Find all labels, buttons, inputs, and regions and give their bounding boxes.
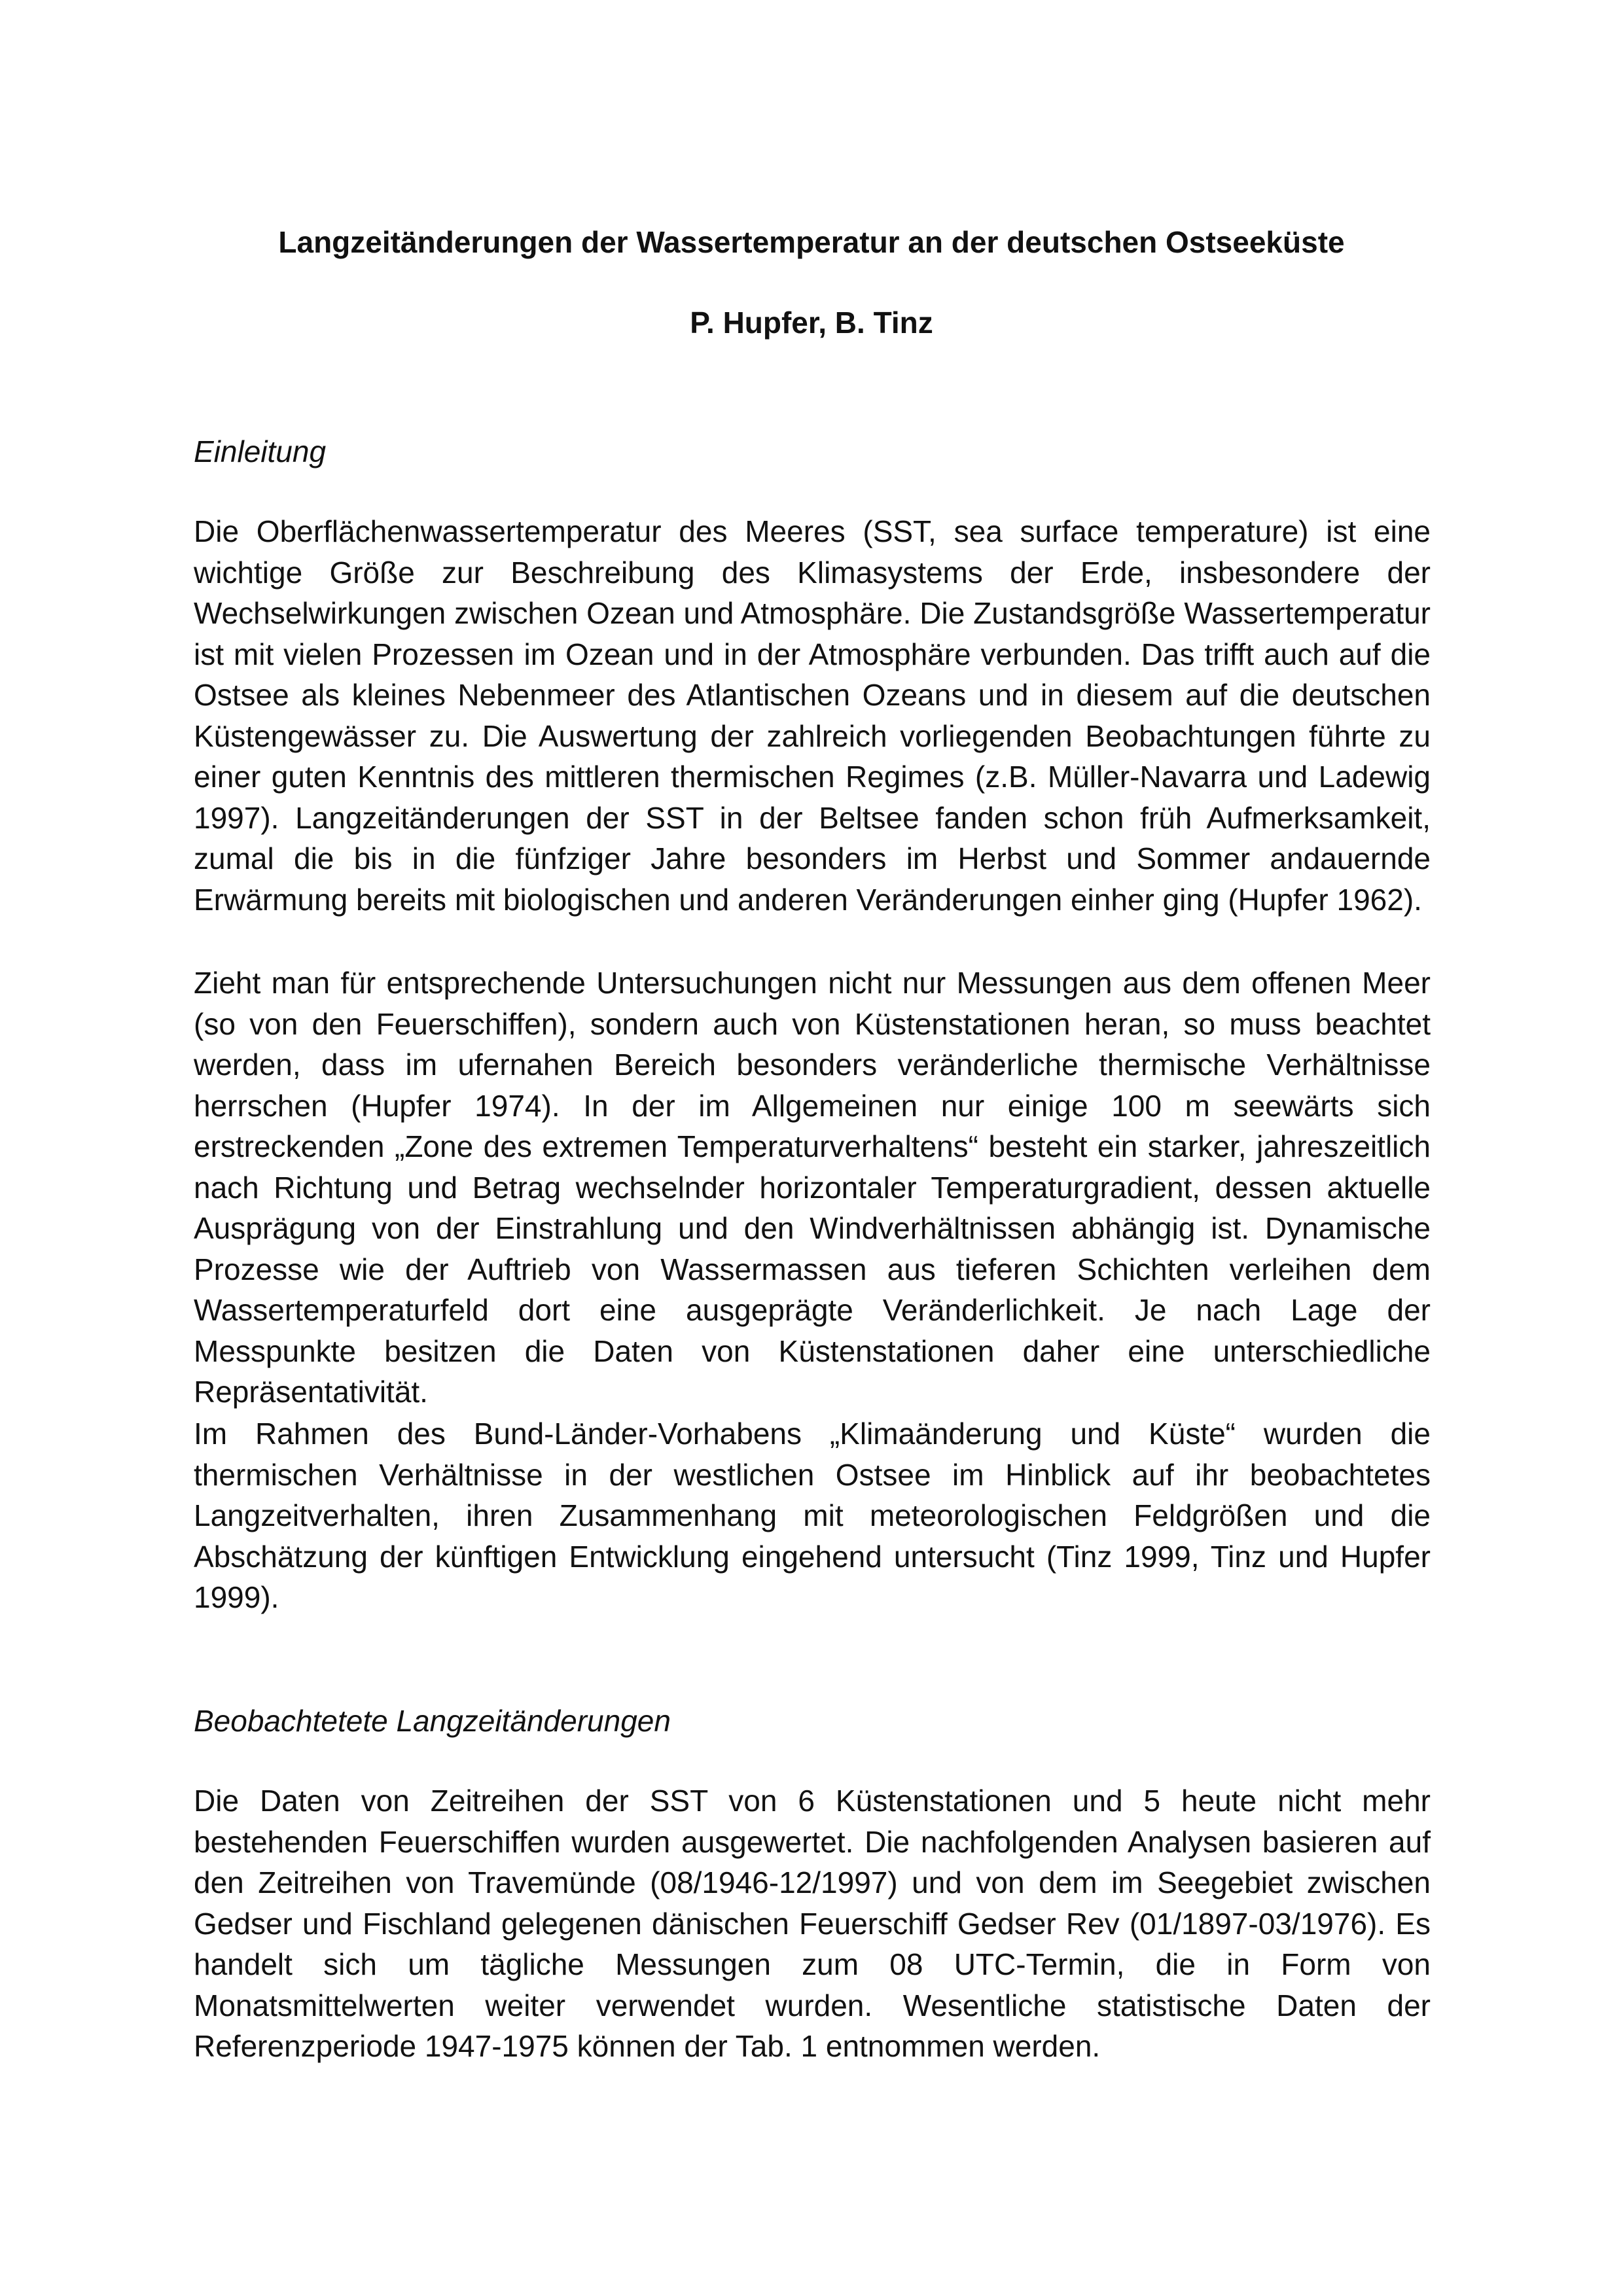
paragraph: Im Rahmen des Bund-Länder-Vorhabens „Klimaänderung und Küste“ wurden die thermischen Verhältnisse in der westlichen Ostsee im Hinblick auf ihr beobachtetes Langzeitverhalten, ihren Zusammenhang mit meteorologischen Feldgrößen und die Abschätzung der künftigen Entwicklung eingehend untersucht (Tinz 1999, Tinz und Hupfer 1999). [194, 1417, 1431, 1614]
paragraph: Die Daten von Zeitreihen der SST von 6 Küstenstationen und 5 heute nicht mehr bestehenden Feuerschiffen wurden ausgewertet. Die nachfolgenden Analysen basieren auf den Zeitreihen von Travemünde (08/1946-12/1997) und von dem im Seegebiet zwischen Gedser und Fischland gelegenen dänischen Feuerschiff Gedser Rev (01/1897-03/1976). Es handelt sich um tägliche Messungen zum 08 UTC-Termin, die in Form von Monatsmittelwerten weiter verwendet wurden. Wesentliche statistische Daten der Referenzperiode 1947-1975 können der Tab. 1 entnommen werden. [194, 1784, 1431, 2063]
section-heading-einleitung: Einleitung [194, 434, 327, 468]
paper-title: Langzeitänderungen der Wassertemperatur an der deutschen Ostseeküste [278, 225, 1345, 259]
paper-authors: P. Hupfer, B. Tinz [690, 306, 933, 340]
paragraph: Zieht man für entsprechende Untersuchungen nicht nur Messungen aus dem offenen Meer (so von den Feuerschiffen), sondern auch von Küstenstationen heran, so muss beachtet werden, dass im ufernahen Bereich besonders veränderliche thermische Verhältnisse herrschen (Hupfer 1974). In der im Allgemeinen nur einige 100 m seewärts sich erstreckenden „Zone des extremen Temperaturverhaltens“ besteht ein starker, jahreszeitlich nach Richtung und Betrag wechselnder horizontaler Temperaturgradient, dessen aktuelle Ausprägung von der Einstrahlung und den Windverhältnissen abhängig ist. Dynamische Prozesse wie der Auftrieb von Wassermassen aus tieferen Schichten verleihen dem Wassertemperaturfeld dort eine ausgeprägte Veränderlichkeit. Je nach Lage der Messpunkte besitzen die Daten von Küstenstationen daher eine unterschiedliche Repräsentativität. [194, 966, 1431, 1409]
section-heading-beobachtete-langzeitaenderungen: Beobachtetete Langzeitänderungen [194, 1704, 671, 1738]
paragraph: Die Oberflächenwassertemperatur des Meeres (SST, sea surface temperature) ist eine wichtige Größe zur Beschreibung des Klimasystems der Erde, insbesondere der Wechselwirkungen zwischen Ozean und Atmosphäre. Die Zustandsgröße Wassertemperatur ist mit vielen Prozessen im Ozean und in der Atmosphäre verbunden. Das trifft auch auf die Ostsee als kleines Nebenmeer des Atlantischen Ozeans und in diesem auf die deutschen Küstengewässer zu. Die Auswertung der zahlreich vorliegenden Beobachtungen führte zu einer guten Kenntnis des mittleren thermischen Regimes (z.B. Müller-Navarra und Ladewig 1997). Langzeitänderungen der SST in der Beltsee fanden schon früh Aufmerksamkeit, zumal die bis in die fünfziger Jahre besonders im Herbst und Sommer andauernde Erwärmung bereits mit biologischen und anderen Veränderungen einher ging (Hupfer 1962). [194, 514, 1431, 917]
